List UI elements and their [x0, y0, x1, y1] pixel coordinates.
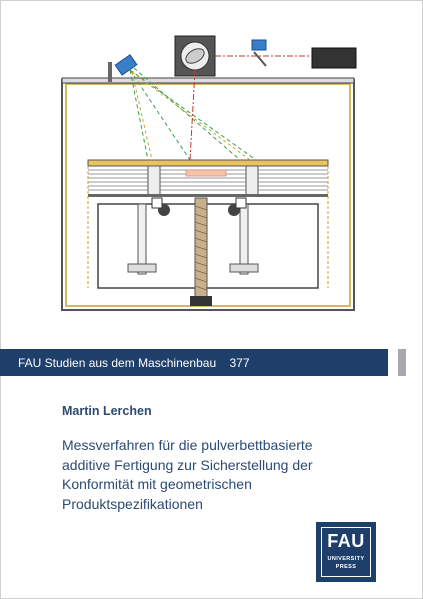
series-label — [18, 356, 250, 370]
logo-line-university: UNIVERSITY — [327, 556, 365, 562]
machine-schematic-illustration — [40, 28, 380, 318]
series-accent-bar — [398, 349, 406, 376]
book-title — [62, 436, 362, 514]
title-line: Produktspezifikationen — [62, 495, 203, 512]
author-name: Martin Lerchen — [62, 404, 152, 418]
series-number: 377 — [229, 356, 250, 370]
projector-icon — [115, 55, 137, 75]
build-part — [186, 170, 226, 176]
title-line: Messverfahren für die pulverbettbasierte — [62, 437, 313, 453]
mirror-unit — [252, 40, 266, 50]
title-line: Konformität mit geometrischen — [62, 476, 252, 492]
logo-line-press: PRESS — [335, 564, 357, 570]
logo-mark: FAU — [327, 531, 365, 551]
publisher-logo — [316, 522, 376, 582]
series-band — [0, 349, 388, 376]
laser-source — [312, 48, 356, 68]
title-line: additive Fertigung zur Sicherstellung der — [62, 456, 313, 473]
series-name: FAU Studien aus dem Maschinenbau — [18, 356, 217, 370]
powder-bed-plate — [88, 160, 328, 166]
